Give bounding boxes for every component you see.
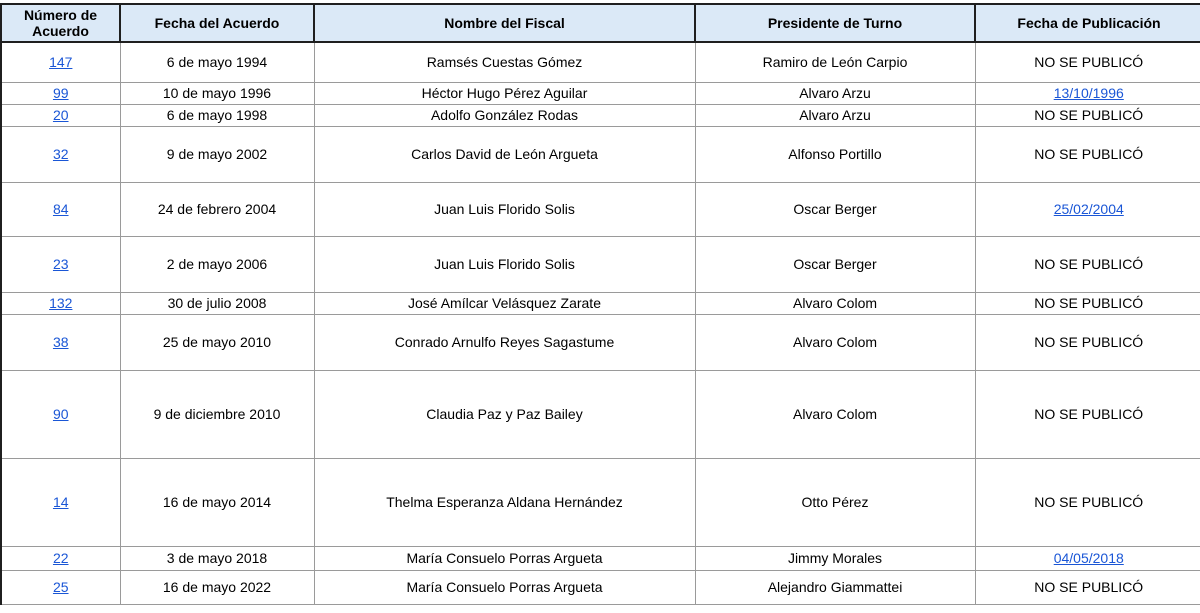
cell-fiscal: Héctor Hugo Pérez Aguilar [314, 82, 695, 104]
cell-numero [1, 236, 120, 292]
table-row [1, 104, 1200, 126]
cell-numero-link[interactable]: 147 [49, 53, 73, 70]
cell-numero-link[interactable]: 32 [52, 145, 69, 162]
header-fecha-publicacion: Fecha de Publicación [975, 4, 1200, 42]
cell-numero [1, 42, 120, 82]
cell-fecha-publicacion [975, 182, 1200, 236]
table-row [1, 182, 1200, 236]
cell-numero-link[interactable]: 25 [52, 578, 69, 595]
cell-fecha-acuerdo: 16 de mayo 2014 [120, 458, 314, 546]
cell-fecha-acuerdo: 16 de mayo 2022 [120, 570, 314, 604]
cell-fecha-acuerdo: 2 de mayo 2006 [120, 236, 314, 292]
cell-fecha-publicacion-link[interactable]: 25/02/2004 [1053, 200, 1124, 217]
cell-fecha-publicacion [975, 546, 1200, 570]
table-row [1, 292, 1200, 314]
header-numero: Número de Acuerdo [1, 4, 120, 42]
cell-presidente: Alfonso Portillo [695, 126, 975, 182]
cell-fiscal: Claudia Paz y Paz Bailey [314, 370, 695, 458]
cell-fecha-publicacion: NO SE PUBLICÓ [975, 292, 1200, 314]
cell-fecha-publicacion: NO SE PUBLICÓ [975, 236, 1200, 292]
cell-presidente: Alvaro Arzu [695, 104, 975, 126]
cell-fecha-acuerdo: 9 de mayo 2002 [120, 126, 314, 182]
cell-numero [1, 104, 120, 126]
cell-fecha-acuerdo: 30 de julio 2008 [120, 292, 314, 314]
header-row [1, 4, 1200, 42]
cell-presidente: Alejandro Giammattei [695, 570, 975, 604]
cell-fiscal: Thelma Esperanza Aldana Hernández [314, 458, 695, 546]
cell-fecha-publicacion-link[interactable]: 13/10/1996 [1053, 84, 1124, 101]
cell-fiscal: Juan Luis Florido Solis [314, 236, 695, 292]
cell-fecha-acuerdo: 25 de mayo 2010 [120, 314, 314, 370]
cell-fecha-publicacion: NO SE PUBLICÓ [975, 458, 1200, 546]
cell-fecha-acuerdo: 10 de mayo 1996 [120, 82, 314, 104]
table-row [1, 370, 1200, 458]
cell-fecha-publicacion: NO SE PUBLICÓ [975, 126, 1200, 182]
cell-numero [1, 314, 120, 370]
table-row [1, 42, 1200, 82]
cell-fecha-publicacion: NO SE PUBLICÓ [975, 42, 1200, 82]
cell-fiscal: Ramsés Cuestas Gómez [314, 42, 695, 82]
cell-fecha-acuerdo: 9 de diciembre 2010 [120, 370, 314, 458]
cell-numero [1, 126, 120, 182]
cell-presidente: Oscar Berger [695, 182, 975, 236]
cell-fiscal: José Amílcar Velásquez Zarate [314, 292, 695, 314]
cell-numero-link[interactable]: 20 [52, 106, 69, 123]
table-row [1, 570, 1200, 604]
table-row [1, 126, 1200, 182]
cell-numero [1, 570, 120, 604]
cell-fiscal: Juan Luis Florido Solis [314, 182, 695, 236]
cell-fiscal: María Consuelo Porras Argueta [314, 546, 695, 570]
cell-numero-link[interactable]: 90 [52, 405, 69, 422]
table-row [1, 82, 1200, 104]
header-presidente: Presidente de Turno [695, 4, 975, 42]
cell-fecha-acuerdo: 6 de mayo 1994 [120, 42, 314, 82]
cell-presidente: Alvaro Colom [695, 314, 975, 370]
cell-numero [1, 370, 120, 458]
cell-fiscal: Adolfo González Rodas [314, 104, 695, 126]
cell-fecha-acuerdo: 3 de mayo 2018 [120, 546, 314, 570]
table-body [1, 42, 1200, 604]
header-fecha-acuerdo: Fecha del Acuerdo [120, 4, 314, 42]
cell-numero-link[interactable]: 14 [52, 493, 69, 510]
cell-fecha-publicacion [975, 82, 1200, 104]
cell-numero [1, 182, 120, 236]
table-row [1, 458, 1200, 546]
cell-fecha-publicacion: NO SE PUBLICÓ [975, 570, 1200, 604]
cell-fiscal: Conrado Arnulfo Reyes Sagastume [314, 314, 695, 370]
cell-presidente: Ramiro de León Carpio [695, 42, 975, 82]
cell-presidente: Oscar Berger [695, 236, 975, 292]
cell-numero-link[interactable]: 132 [49, 294, 73, 311]
cell-numero [1, 292, 120, 314]
cell-fecha-acuerdo: 6 de mayo 1998 [120, 104, 314, 126]
cell-presidente: Otto Pérez [695, 458, 975, 546]
acuerdos-table [0, 3, 1200, 605]
cell-numero-link[interactable]: 23 [52, 255, 69, 272]
cell-fecha-publicacion-link[interactable]: 04/05/2018 [1053, 549, 1124, 566]
cell-fecha-publicacion: NO SE PUBLICÓ [975, 370, 1200, 458]
cell-fecha-acuerdo: 24 de febrero 2004 [120, 182, 314, 236]
cell-fiscal: Carlos David de León Argueta [314, 126, 695, 182]
cell-fecha-publicacion: NO SE PUBLICÓ [975, 314, 1200, 370]
cell-numero [1, 82, 120, 104]
cell-numero-link[interactable]: 84 [52, 200, 69, 217]
cell-numero [1, 546, 120, 570]
cell-numero-link[interactable]: 22 [52, 549, 69, 566]
header-fiscal: Nombre del Fiscal [314, 4, 695, 42]
cell-presidente: Alvaro Colom [695, 370, 975, 458]
cell-numero-link[interactable]: 38 [52, 333, 69, 350]
cell-numero-link[interactable]: 99 [52, 84, 69, 101]
cell-fecha-publicacion: NO SE PUBLICÓ [975, 104, 1200, 126]
cell-presidente: Alvaro Colom [695, 292, 975, 314]
table-row [1, 236, 1200, 292]
cell-presidente: Jimmy Morales [695, 546, 975, 570]
cell-presidente: Alvaro Arzu [695, 82, 975, 104]
table-row [1, 546, 1200, 570]
cell-fiscal: María Consuelo Porras Argueta [314, 570, 695, 604]
table-row [1, 314, 1200, 370]
cell-numero [1, 458, 120, 546]
